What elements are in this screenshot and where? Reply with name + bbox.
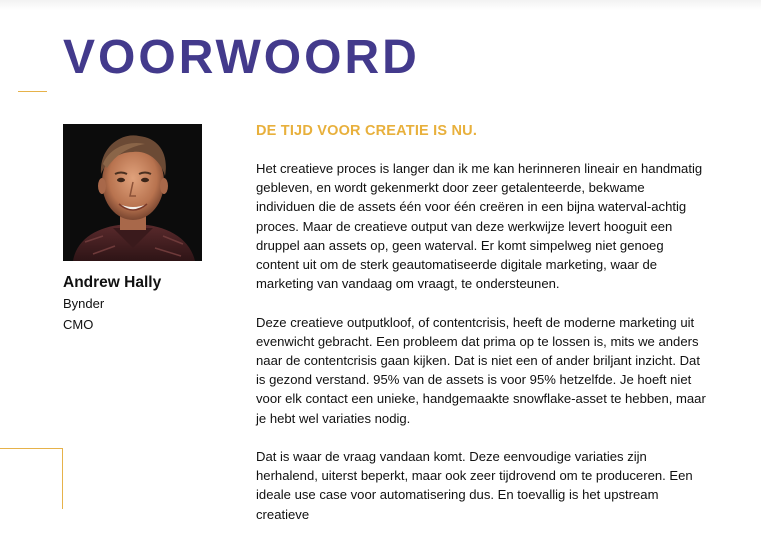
author-company: Bynder [63, 296, 105, 311]
paragraph: Het creatieve proces is langer dan ik me kan herinneren lineair en handmatig gebleven, en wordt gekenmerkt door zeer getalenteerde, bekwame individuen die de assets één voor één creëren in een bijna waterval-achtig proces. Maar de creatieve output van deze werkwijze levert hooguit een druppel aan assets op, geen waterval. Er komt simpelweg niet genoeg content uit om de sterk geautomatiseerde digitale marketing, waar de marketing van vandaag om vraagt, te ondersteunen. [256, 161, 703, 292]
paragraph: Deze creatieve outputkloof, of contentcrisis, heeft de moderne marketing uit evenwicht gebracht. Een probleem dat prima op te lossen is, mits we anders naar de contentcrisis gaan kijken. Dat is niet een of ander briljant inzicht. Dat is gezond verstand. 95% van de assets is voor 95% hetzelfde. Je hoeft niet voor elk contact een unieke, handgemaakte snowflake-asset te hebben, maar je hebt wel variaties nodig. [256, 314, 706, 426]
top-fade [0, 0, 761, 10]
portrait-image [63, 124, 202, 261]
article-body [256, 159, 706, 543]
accent-line-decoration [18, 91, 47, 92]
author-photo [63, 124, 202, 261]
author-name: Andrew Hally [63, 274, 162, 291]
author-role: CMO [63, 317, 94, 332]
corner-frame-decoration [0, 448, 63, 509]
paragraph: Dat is waar de vraag vandaan komt. Deze eenvoudige variaties zijn herhalend, uiterst beperkt, maar ook zeer tijdrovend om te produceren. Een ideale use case voor automatisering dus. En toevallig is het upstream creatieve [256, 449, 693, 522]
page-title: VOORWOORD [63, 31, 420, 84]
article-subheading: DE TIJD VOOR CREATIE IS NU. [256, 123, 478, 139]
